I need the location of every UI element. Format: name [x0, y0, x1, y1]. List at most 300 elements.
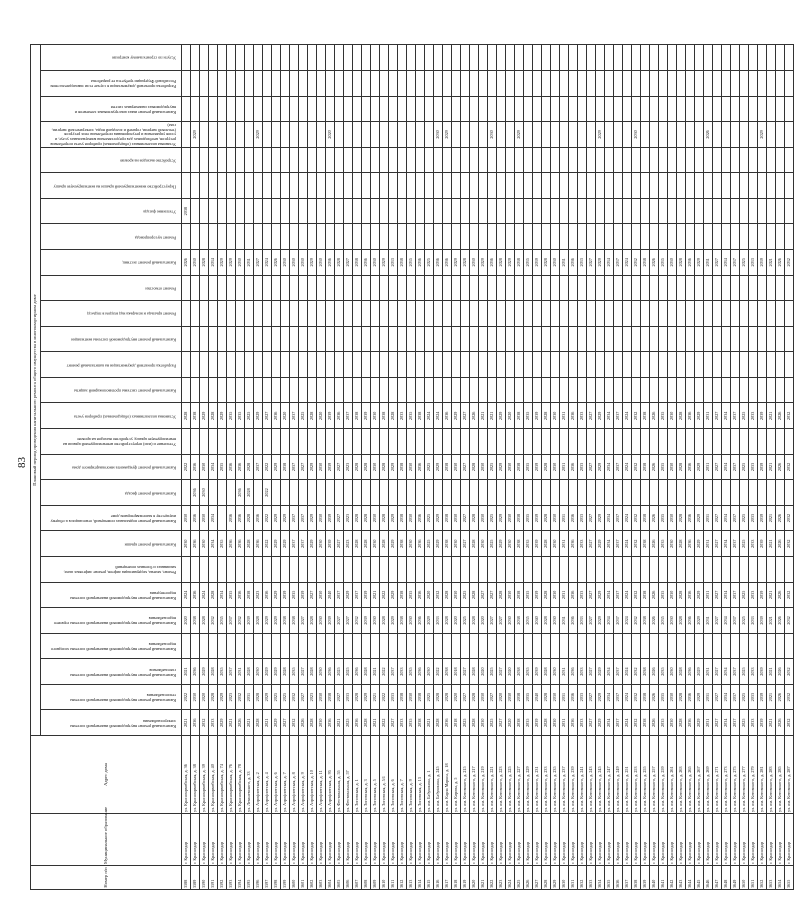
row-year-cell: 2018 [452, 659, 461, 685]
row-year-cell [686, 480, 695, 506]
row-year-cell [290, 275, 299, 301]
row-year-cell [371, 275, 380, 301]
row-municipality: г. Краснодар [551, 814, 560, 866]
header-work-column [41, 505, 182, 531]
row-year-cell [227, 44, 236, 70]
row-year-cell [497, 377, 506, 403]
header-work-column [41, 684, 182, 710]
row-year-cell [479, 429, 488, 455]
row-year-cell [461, 70, 470, 96]
table-row [191, 44, 200, 889]
row-year-cell [245, 429, 254, 455]
table-row [497, 44, 506, 889]
row-address: ул. им. Котовского, д. 277 [740, 736, 749, 814]
row-year-cell [200, 275, 209, 301]
row-year-cell [416, 122, 425, 148]
row-year-cell: 2036 [236, 454, 245, 480]
row-year-cell: 2028 [497, 582, 506, 608]
row-year-cell: 2030 [200, 531, 209, 557]
table-row [461, 44, 470, 889]
row-year-cell: 2030 [551, 531, 560, 557]
row-year-cell [434, 352, 443, 378]
header-work-column [41, 352, 182, 378]
row-year-cell [200, 326, 209, 352]
row-year-cell [425, 480, 434, 506]
row-municipality: г. Краснодар [731, 814, 740, 866]
row-year-cell: 2030 [452, 505, 461, 531]
row-year-cell [353, 556, 362, 582]
row-year-cell: 2021 [767, 250, 776, 276]
row-year-cell: 2039 [245, 608, 254, 634]
row-year-cell: 2034 [722, 582, 731, 608]
row-year-cell [605, 224, 614, 250]
row-municipality: г. Краснодар [353, 814, 362, 866]
row-year-cell [524, 44, 533, 70]
row-year-cell [470, 122, 479, 148]
header-work-column [41, 633, 182, 659]
row-year-cell [758, 44, 767, 70]
row-year-cell: 2029 [596, 505, 605, 531]
table-row [515, 44, 524, 889]
row-year-cell [317, 224, 326, 250]
row-year-cell: 2021 [767, 531, 776, 557]
row-year-cell: 2038 [191, 608, 200, 634]
row-year-cell [596, 275, 605, 301]
row-year-cell [569, 70, 578, 96]
row-year-cell [218, 96, 227, 122]
row-address: ул. им. Котовского, д. 261 [668, 736, 677, 814]
row-year-cell [227, 173, 236, 199]
row-year-cell [614, 301, 623, 327]
row-year-cell [605, 326, 614, 352]
header-work-label: Установка коллективных (общедомовых) приборов учета потребления ресурсов, необходимых для предоставления коммунальных услуг, и узлов управления и регулирования потребления этих ресурсов (тепловой энергии, горячей и холодной воды, электрической энергии, газа) [50, 123, 176, 148]
row-year-cell: 2035 [659, 505, 668, 531]
header-work-label: Капитальный ремонт внутридомовой инженерной системы теплоснабжения [70, 693, 176, 703]
row-year-cell [254, 352, 263, 378]
row-year-cell [578, 352, 587, 378]
row-municipality: г. Краснодар [443, 814, 452, 866]
row-year-cell [704, 480, 713, 506]
row-year-cell: 2033 [578, 505, 587, 531]
row-year-cell [551, 326, 560, 352]
row-year-cell [425, 44, 434, 70]
row-year-cell [497, 70, 506, 96]
row-year-cell: 2022 [380, 582, 389, 608]
row-year-cell [713, 429, 722, 455]
row-year-cell [497, 147, 506, 173]
row-year-cell [317, 173, 326, 199]
row-year-cell: 2030 [407, 608, 416, 634]
row-year-cell [470, 173, 479, 199]
row-year-cell [524, 377, 533, 403]
row-year-cell [398, 429, 407, 455]
row-year-cell [659, 173, 668, 199]
row-year-cell [488, 198, 497, 224]
row-year-cell: 2038 [641, 531, 650, 557]
row-year-cell [632, 556, 641, 582]
row-year-cell [533, 633, 542, 659]
row-address: ул. им. Котовского, д. 271 [713, 736, 722, 814]
row-year-cell [677, 556, 686, 582]
row-year-cell: 2027 [335, 531, 344, 557]
row-year-cell: 2038 [641, 505, 650, 531]
row-year-cell [191, 429, 200, 455]
row-year-cell [272, 96, 281, 122]
row-year-cell [533, 429, 542, 455]
row-year-cell [659, 352, 668, 378]
row-year-cell: 2028 [677, 684, 686, 710]
row-year-cell [308, 224, 317, 250]
row-municipality: г. Краснодар [767, 814, 776, 866]
row-year-cell: 2024 [623, 684, 632, 710]
row-year-cell: 2034 [722, 403, 731, 429]
row-year-cell: 2031 [560, 250, 569, 276]
row-year-cell [182, 173, 191, 199]
row-year-cell [353, 326, 362, 352]
row-year-cell: 2025 [740, 608, 749, 634]
row-year-cell [227, 429, 236, 455]
row-year-cell [749, 301, 758, 327]
row-year-cell [587, 556, 596, 582]
row-year-cell: 2033 [749, 710, 758, 736]
row-year-cell: 2032 [785, 250, 794, 276]
row-year-cell [713, 352, 722, 378]
row-year-cell [767, 633, 776, 659]
row-year-cell [452, 275, 461, 301]
row-year-cell: 2029 [308, 505, 317, 531]
row-year-cell [731, 480, 740, 506]
row-year-cell: 2018 [452, 710, 461, 736]
row-year-cell: 2038 [515, 505, 524, 531]
row-year-cell [380, 198, 389, 224]
row-year-cell [542, 633, 551, 659]
row-address: ул. им. Котовского, д. 273 [722, 736, 731, 814]
table-row [560, 44, 569, 889]
row-address: ул. Красноармейская, д. 39 [200, 736, 209, 814]
row-year-cell [497, 44, 506, 70]
row-municipality: г. Краснодар [272, 814, 281, 866]
row-year-cell [596, 44, 605, 70]
row-year-cell [749, 122, 758, 148]
header-work-label: Ремонт, замена, модернизация лифтов, ремонт лифтовых шахт, машинных и блочных помещений [63, 565, 176, 576]
row-year-cell: 2039 [362, 403, 371, 429]
row-year-cell [425, 377, 434, 403]
row-address: ул. им. Котовского, д. 257 [650, 736, 659, 814]
row-year-cell [596, 326, 605, 352]
row-year-cell [407, 556, 416, 582]
row-year-cell [749, 70, 758, 96]
table-row [353, 44, 362, 889]
row-year-cell [524, 480, 533, 506]
row-year-cell: 2036 [416, 659, 425, 685]
row-year-cell: 2029 [200, 403, 209, 429]
row-year-cell: 2021 [767, 710, 776, 736]
row-year-cell [434, 224, 443, 250]
row-year-cell: 2030 [551, 659, 560, 685]
row-municipality: г. Краснодар [308, 814, 317, 866]
row-year-cell [695, 44, 704, 70]
table-row [281, 44, 290, 889]
row-year-cell [290, 429, 299, 455]
row-year-cell [569, 96, 578, 122]
table-row [272, 44, 281, 889]
row-year-cell [578, 173, 587, 199]
row-year-cell [443, 275, 452, 301]
row-year-cell [497, 480, 506, 506]
row-year-cell [398, 556, 407, 582]
row-year-cell [317, 198, 326, 224]
row-year-cell [650, 326, 659, 352]
row-year-cell: 2030 [254, 659, 263, 685]
row-year-cell [389, 326, 398, 352]
row-year-cell [533, 70, 542, 96]
row-year-cell: 2035 [659, 531, 668, 557]
row-number: 3625 [515, 866, 524, 890]
row-year-cell [353, 301, 362, 327]
row-year-cell [182, 122, 191, 148]
row-year-cell: 2025 [740, 505, 749, 531]
row-year-cell [218, 505, 227, 531]
row-year-cell [776, 224, 785, 250]
row-year-cell [695, 480, 704, 506]
row-municipality: г. Краснодар [227, 814, 236, 866]
table-row [713, 44, 722, 889]
row-year-cell: 2039 [362, 608, 371, 634]
row-year-cell [416, 429, 425, 455]
row-year-cell [299, 147, 308, 173]
row-year-cell: 2025 [425, 250, 434, 276]
row-year-cell [605, 173, 614, 199]
row-number: 3608 [362, 866, 371, 890]
row-year-cell [290, 198, 299, 224]
row-year-cell [488, 377, 497, 403]
row-year-cell: 2036 [569, 582, 578, 608]
row-year-cell [263, 633, 272, 659]
row-year-cell: 2036 [569, 505, 578, 531]
row-year-cell: 2025 [740, 582, 749, 608]
row-year-cell [218, 352, 227, 378]
row-number: 3607 [353, 866, 362, 890]
row-year-cell [272, 44, 281, 70]
row-year-cell [506, 480, 515, 506]
row-year-cell [695, 301, 704, 327]
row-year-cell [263, 147, 272, 173]
row-year-cell [722, 147, 731, 173]
row-year-cell [587, 326, 596, 352]
row-year-cell [299, 301, 308, 327]
row-year-cell [407, 198, 416, 224]
table-row [389, 44, 398, 889]
row-year-cell: 2036 [227, 505, 236, 531]
row-year-cell: 2036 [362, 250, 371, 276]
row-year-cell: 2030 [407, 454, 416, 480]
row-year-cell [344, 633, 353, 659]
row-year-cell [605, 70, 614, 96]
table-row [425, 44, 434, 889]
header-work-column [41, 173, 182, 199]
row-year-cell: 2037 [731, 582, 740, 608]
row-year-cell: 2029 [263, 608, 272, 634]
row-address: ул. Аэрофлотская, д. 7 [281, 736, 290, 814]
row-address: ул. Фестивальная, д. 57 [344, 736, 353, 814]
row-year-cell: 2030 [371, 608, 380, 634]
header-work-column [41, 147, 182, 173]
row-address: ул. им. Котовского, д. 287 [785, 736, 794, 814]
row-number: 3613 [407, 866, 416, 890]
row-year-cell [317, 275, 326, 301]
row-year-cell [362, 173, 371, 199]
row-year-cell: 2030 [488, 122, 497, 148]
row-year-cell: 2038 [443, 659, 452, 685]
row-year-cell: 2035 [524, 505, 533, 531]
table-row [632, 44, 641, 889]
row-year-cell [470, 326, 479, 352]
row-year-cell [587, 301, 596, 327]
row-year-cell [209, 301, 218, 327]
row-year-cell: 2032 [632, 250, 641, 276]
row-year-cell [290, 352, 299, 378]
row-year-cell: 2027 [254, 250, 263, 276]
row-year-cell: 2036 [416, 250, 425, 276]
row-year-cell: 2037 [227, 659, 236, 685]
row-year-cell: 2038 [515, 710, 524, 736]
row-year-cell [290, 326, 299, 352]
row-year-cell: 2030 [632, 122, 641, 148]
row-year-cell [380, 556, 389, 582]
row-year-cell: 2029 [695, 684, 704, 710]
row-year-cell [686, 326, 695, 352]
row-year-cell: 2038 [641, 608, 650, 634]
row-year-cell [632, 377, 641, 403]
row-year-cell [290, 70, 299, 96]
row-year-cell [362, 147, 371, 173]
row-year-cell [623, 377, 632, 403]
row-year-cell: 2033 [749, 505, 758, 531]
row-year-cell: 2030 [551, 710, 560, 736]
row-number: 3638 [632, 866, 641, 890]
row-year-cell [650, 301, 659, 327]
row-year-cell [272, 70, 281, 96]
row-year-cell [200, 556, 209, 582]
row-year-cell [182, 301, 191, 327]
row-year-cell [470, 556, 479, 582]
row-year-cell [776, 147, 785, 173]
row-year-cell: 2036 [443, 403, 452, 429]
row-year-cell: 2034 [605, 531, 614, 557]
row-year-cell: 2036 [191, 659, 200, 685]
row-year-cell [479, 377, 488, 403]
row-year-cell [416, 352, 425, 378]
row-year-cell [767, 122, 776, 148]
row-year-cell [569, 122, 578, 148]
row-year-cell: 2029 [596, 403, 605, 429]
row-year-cell: 2033 [578, 659, 587, 685]
row-year-cell [398, 44, 407, 70]
row-municipality: г. Краснодар [722, 814, 731, 866]
row-year-cell: 2038 [326, 684, 335, 710]
row-year-cell [767, 96, 776, 122]
row-year-cell: 2029 [497, 505, 506, 531]
row-year-cell [335, 122, 344, 148]
row-year-cell [740, 44, 749, 70]
row-year-cell [245, 70, 254, 96]
row-year-cell [569, 198, 578, 224]
row-year-cell [758, 198, 767, 224]
row-number: 3630 [560, 866, 569, 890]
row-year-cell: 2025 [488, 710, 497, 736]
row-year-cell [533, 352, 542, 378]
row-year-cell [506, 633, 515, 659]
row-year-cell [560, 352, 569, 378]
row-year-cell [425, 633, 434, 659]
row-municipality: г. Краснодар [335, 814, 344, 866]
row-year-cell [254, 326, 263, 352]
row-year-cell: 2026 [776, 454, 785, 480]
row-year-cell: 2024 [200, 582, 209, 608]
header-work-label: Капитальный ремонт фасада [124, 490, 176, 496]
row-address: ул. Зиповская, д. 9 [407, 736, 416, 814]
row-year-cell [353, 429, 362, 455]
row-year-cell: 2031 [560, 684, 569, 710]
row-year-cell: 2028 [362, 710, 371, 736]
row-year-cell: 2037 [227, 608, 236, 634]
row-year-cell [272, 326, 281, 352]
row-year-cell [200, 173, 209, 199]
row-year-cell: 2027 [281, 710, 290, 736]
row-year-cell [191, 275, 200, 301]
row-year-cell [245, 301, 254, 327]
row-year-cell [524, 147, 533, 173]
row-year-cell [362, 224, 371, 250]
row-year-cell: 2030 [317, 608, 326, 634]
row-year-cell [434, 480, 443, 506]
row-year-cell [236, 122, 245, 148]
row-year-cell [749, 326, 758, 352]
row-year-cell [218, 429, 227, 455]
row-year-cell: 2026 [776, 684, 785, 710]
row-year-cell [209, 224, 218, 250]
row-year-cell [362, 96, 371, 122]
row-year-cell [668, 556, 677, 582]
row-municipality: г. Краснодар [695, 814, 704, 866]
row-year-cell [668, 96, 677, 122]
row-year-cell [542, 480, 551, 506]
row-year-cell: 2029 [254, 403, 263, 429]
row-municipality: г. Краснодар [389, 814, 398, 866]
row-year-cell [254, 198, 263, 224]
row-year-cell [209, 147, 218, 173]
row-year-cell: 2021 [488, 403, 497, 429]
row-year-cell [686, 377, 695, 403]
row-year-cell: 2027 [587, 454, 596, 480]
row-year-cell: 2035 [236, 403, 245, 429]
row-year-cell [443, 326, 452, 352]
row-year-cell [290, 480, 299, 506]
row-number: 3606 [344, 866, 353, 890]
row-year-cell: 2038 [398, 531, 407, 557]
row-year-cell [632, 44, 641, 70]
row-year-cell [488, 326, 497, 352]
row-year-cell [398, 377, 407, 403]
row-year-cell: 2031 [704, 531, 713, 557]
row-year-cell: 2029 [695, 608, 704, 634]
row-year-cell [695, 122, 704, 148]
row-year-cell [209, 198, 218, 224]
row-year-cell [407, 70, 416, 96]
row-address: ул. Красноармейская, д. 36 [182, 736, 191, 814]
row-year-cell: 2024 [425, 403, 434, 429]
row-year-cell [308, 352, 317, 378]
